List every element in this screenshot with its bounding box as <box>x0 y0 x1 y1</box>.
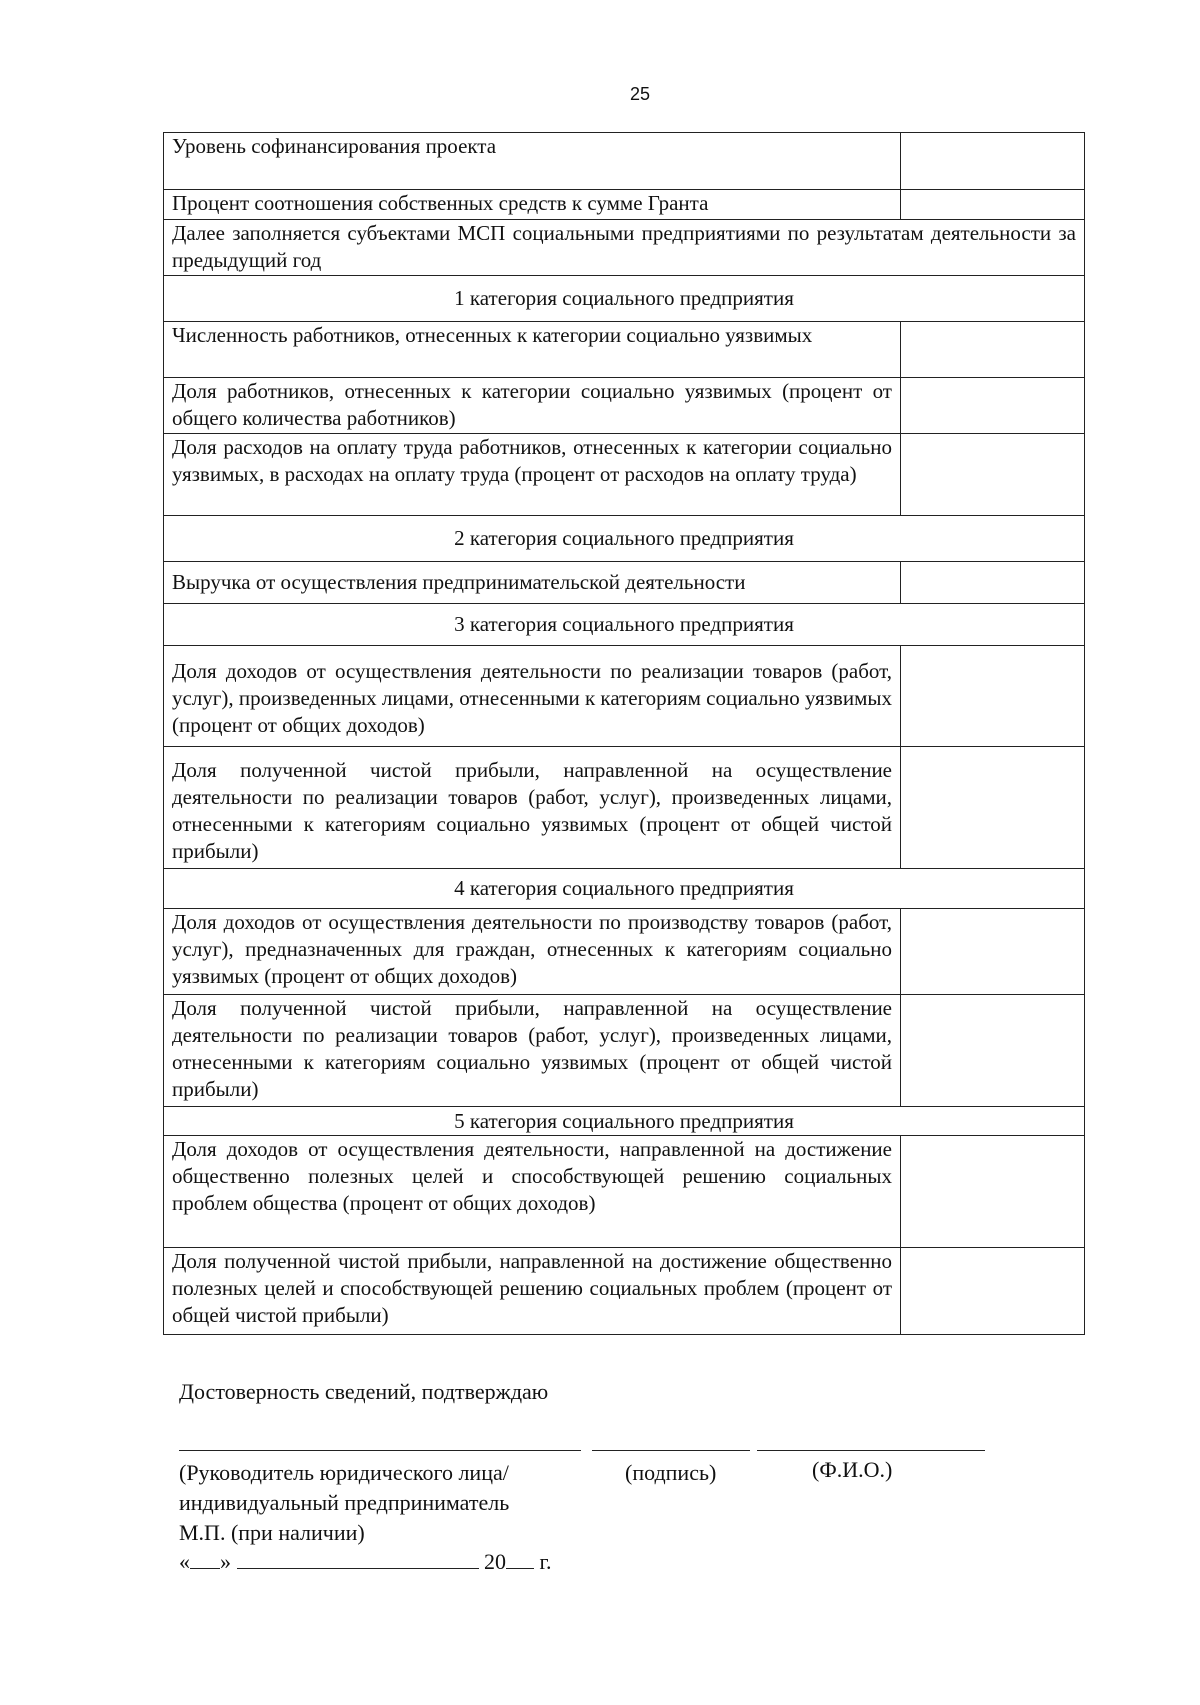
row-label: Доля расходов на оплату труда работников, отнесенных к категории социально уязвимых, в расходах на оплату труда (процент от расходов на оплату труда) <box>164 434 901 516</box>
value-cell[interactable] <box>901 1136 1085 1248</box>
table-row <box>164 434 1085 516</box>
table-row <box>164 378 1085 434</box>
category-heading-5: 5 категория социального предприятия <box>164 1107 1085 1136</box>
table-row <box>164 276 1085 322</box>
table-row <box>164 190 1085 220</box>
value-cell[interactable] <box>901 562 1085 604</box>
category-heading-3: 3 категория социального предприятия <box>164 604 1085 646</box>
category-heading-1: 1 категория социального предприятия <box>164 276 1085 322</box>
table-row <box>164 869 1085 909</box>
confirmation-text: Достоверность сведений, подтверждаю <box>179 1379 549 1404</box>
stamp-note: М.П. (при наличии) <box>179 1520 365 1545</box>
value-cell[interactable] <box>901 909 1085 995</box>
value-cell[interactable] <box>901 190 1085 220</box>
month-blank[interactable] <box>237 1548 479 1569</box>
indicators-table <box>163 132 1085 1335</box>
value-cell[interactable] <box>901 1248 1085 1335</box>
category-heading-4: 4 категория социального предприятия <box>164 869 1085 909</box>
position-line[interactable] <box>179 1450 581 1451</box>
row-label: Доля полученной чистой прибыли, направленной на осуществление деятельности по реализации товаров (работ, услуг), произведенных лицами, отнесенными к категориям социально уязвимых (процент от общей чистой прибыли) <box>164 995 901 1107</box>
open-quote: « <box>179 1549 190 1574</box>
table-row <box>164 1248 1085 1335</box>
day-blank[interactable] <box>190 1548 220 1569</box>
row-label: Доля доходов от осуществления деятельности по производству товаров (работ, услуг), предназначенных для граждан, отнесенных к категориям социально уязвимых (процент от общих доходов) <box>164 909 901 995</box>
category-heading-2: 2 категория социального предприятия <box>164 516 1085 562</box>
table-row <box>164 646 1085 747</box>
close-quote: » <box>220 1549 231 1574</box>
value-cell[interactable] <box>901 434 1085 516</box>
row-label: Численность работников, отнесенных к категории социально уязвимых <box>164 322 901 378</box>
value-cell[interactable] <box>901 322 1085 378</box>
note-row: Далее заполняется субъектами МСП социальными предприятиями по результатам деятельности за предыдущий год <box>164 220 1085 276</box>
year-prefix: 20 <box>484 1549 506 1574</box>
date-line <box>179 1547 552 1577</box>
table-row <box>164 562 1085 604</box>
table-row <box>164 516 1085 562</box>
table-row <box>164 1136 1085 1248</box>
table-row <box>164 133 1085 190</box>
table-row <box>164 909 1085 995</box>
table-row <box>164 322 1085 378</box>
table-row <box>164 747 1085 869</box>
table-row <box>164 604 1085 646</box>
year-suffix: г. <box>539 1549 552 1574</box>
page-number: 25 <box>629 84 651 104</box>
table-row <box>164 1107 1085 1136</box>
name-line[interactable] <box>757 1450 985 1451</box>
row-label-own-funds-ratio: Процент соотношения собственных средств к сумме Гранта <box>164 190 901 220</box>
row-label: Доля полученной чистой прибыли, направленной на достижение общественно полезных целей и способствующей решению социальных проблем (процент от общей чистой прибыли) <box>164 1248 901 1335</box>
value-cell[interactable] <box>901 646 1085 747</box>
row-label: Доля полученной чистой прибыли, направленной на осуществление деятельности по реализации товаров (работ, услуг), произведенных лицами, отнесенными к категориям социально уязвимых (процент от общей чистой прибыли) <box>164 747 901 869</box>
name-caption: (Ф.И.О.) <box>812 1457 893 1482</box>
year-blank[interactable] <box>506 1548 534 1569</box>
row-label: Доля работников, отнесенных к категории социально уязвимых (процент от общего количества работников) <box>164 378 901 434</box>
row-label: Доля доходов от осуществления деятельности по реализации товаров (работ, услуг), произведенных лицами, отнесенными к категориям социально уязвимых (процент от общих доходов) <box>164 646 901 747</box>
value-cell[interactable] <box>901 995 1085 1107</box>
table-row <box>164 220 1085 276</box>
signature-line[interactable] <box>592 1450 750 1451</box>
signature-caption: (подпись) <box>625 1460 717 1485</box>
signer-role-line-1: (Руководитель юридического лица/ <box>179 1460 509 1485</box>
row-label: Выручка от осуществления предпринимательской деятельности <box>164 562 901 604</box>
table-row <box>164 995 1085 1107</box>
value-cell[interactable] <box>901 747 1085 869</box>
value-cell[interactable] <box>901 378 1085 434</box>
row-label-cofinancing-level: Уровень софинансирования проекта <box>164 133 901 190</box>
row-label: Доля доходов от осуществления деятельности, направленной на достижение общественно полезных целей и способствующей решению социальных проблем общества (процент от общих доходов) <box>164 1136 901 1248</box>
value-cell[interactable] <box>901 133 1085 190</box>
signer-role-line-2: индивидуальный предприниматель <box>179 1490 510 1515</box>
